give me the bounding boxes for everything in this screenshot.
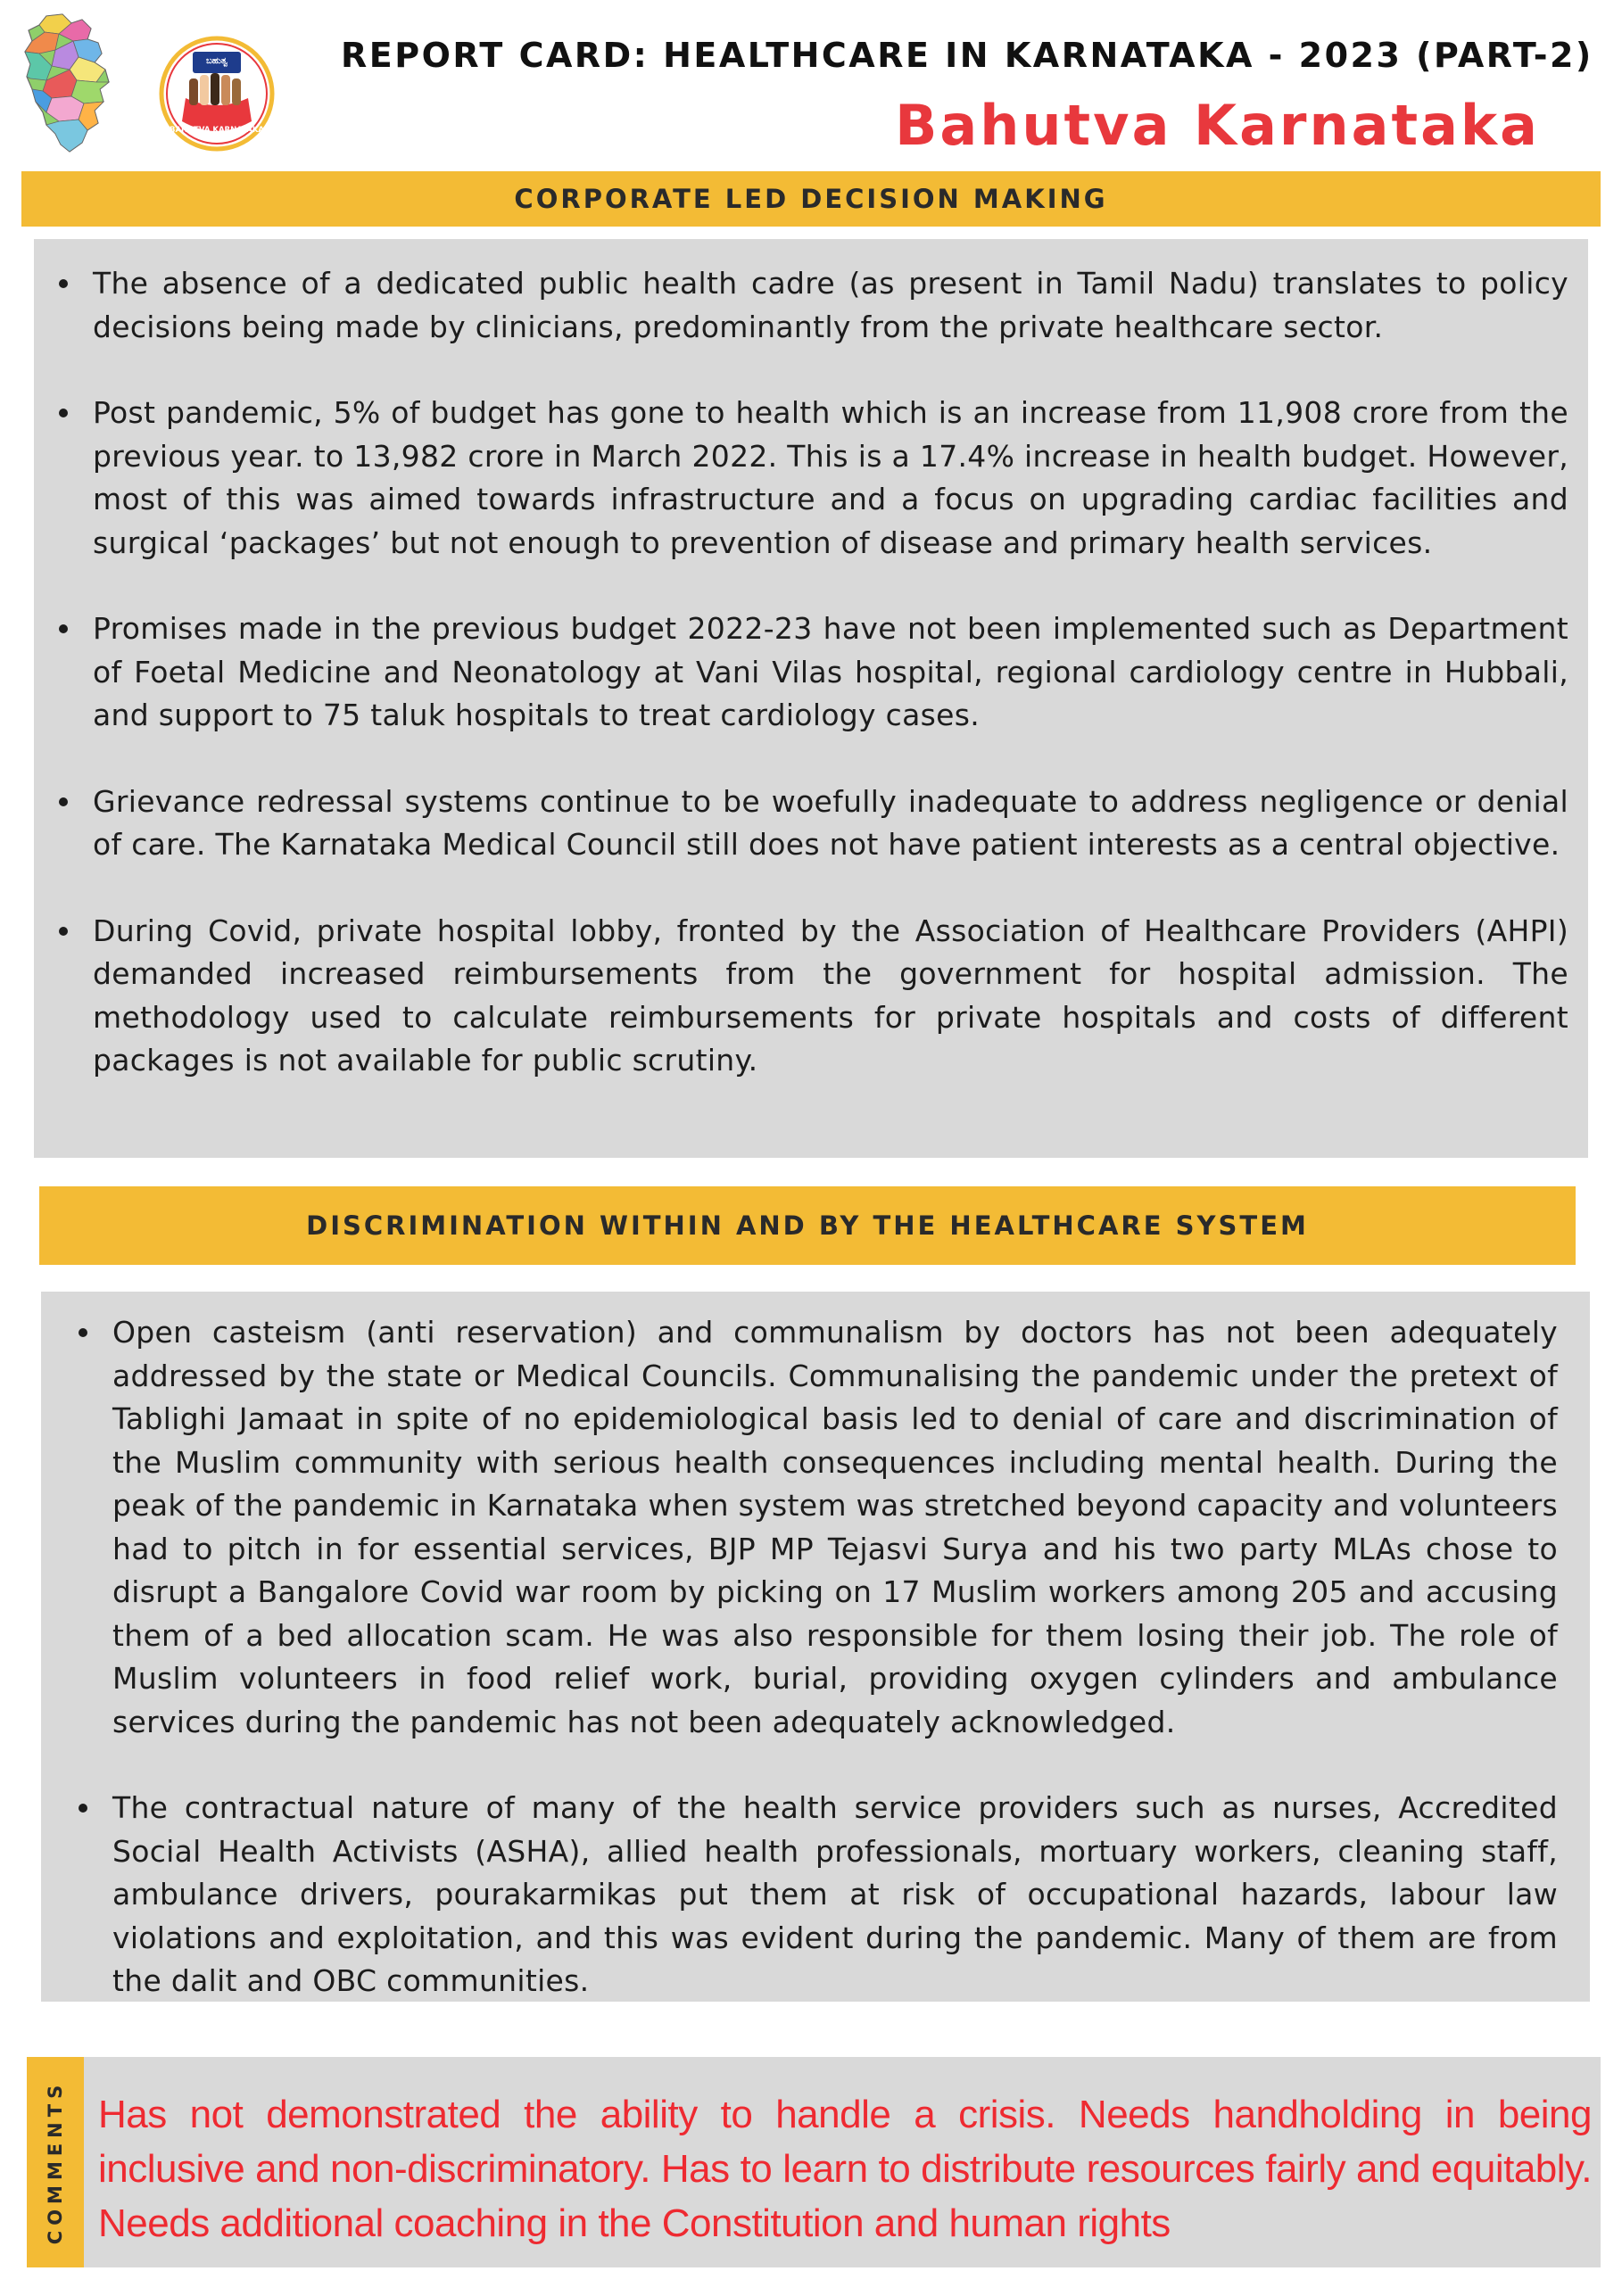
bullet-dot-icon: [59, 797, 68, 806]
report-title: REPORT CARD: HEALTHCARE IN KARNATAKA - 2023 (PART-2): [341, 36, 1593, 75]
section-panel-corporate: [34, 239, 1588, 1158]
list-item: Open casteism (anti reservation) and communalism by doctors has not been adequately addressed by the state or Medical Councils. Communalising the pandemic under the pretext of Tablighi Jamaat in spite of no epidemiological basis led to denial of care and discrimination of the Muslim community with serious health consequences including mental health. During the peak of the pandemic in Karnataka when system was stretched beyond capacity and volunteers had to pitch in for essential services, BJP MP Tejasvi Surya and his two party MLAs chose to disrupt a Bangalore Covid war room by picking on 17 Muslim workers among 205 and accusing them of a bed allocation scam. He was also responsible for them losing their job. The role of Muslim volunteers in food relief work, burial, providing oxygen cylinders and ambulance services during the pandemic has not been adequately acknowledged.: [112, 1311, 1558, 1744]
list-item: The absence of a dedicated public health cadre (as present in Tamil Nadu) translates to policy decisions being made by clinicians, predominantly from the private healthcare sector.: [93, 262, 1568, 349]
bullet-dot-icon: [59, 279, 68, 288]
list-item: Promises made in the previous budget 2022-23 have not been implemented such as Department of Foetal Medicine and Neonatology at Vani Vilas hospital, regional cardiology centre in Hubbali, and support to 75 taluk hospitals to treat cardiology cases.: [93, 607, 1568, 738]
list-item: Grievance redressal systems continue to be woefully inadequate to address negligence or denial of care. The Karnataka Medical Council still does not have patient interests as a central objective.: [93, 780, 1568, 867]
karnataka-map-icon: [20, 12, 120, 155]
bullet-dot-icon: [79, 1804, 87, 1813]
bullet-dot-icon: [59, 624, 68, 633]
comments-label: COMMENTS: [45, 2079, 66, 2245]
bahutva-karnataka-logo: [159, 36, 275, 152]
list-item: During Covid, private hospital lobby, fronted by the Association of Healthcare Providers (AHPI) demanded increased reimbursements from the government for hospital admission. The methodology used to calculate reimbursements for private hospitals and costs of different packages is not available for public scrutiny.: [93, 910, 1568, 1083]
comments-text: Has not demonstrated the ability to handle a crisis. Needs handholding in being inclusive and non-discriminatory. Has to learn to distribute resources fairly and equitably. Needs additional coaching in the Constitution and human rights: [98, 2093, 1592, 2245]
brand-name: Bahutva Karnataka: [895, 93, 1540, 158]
bullet-list: [112, 1311, 1558, 2003]
bullet-dot-icon: [59, 409, 68, 417]
bullet-dot-icon: [59, 927, 68, 936]
comments-bar: [27, 2057, 84, 2267]
list-item: The contractual nature of many of the health service providers such as nurses, Accredited Social Health Activists (ASHA), allied health professionals, mortuary workers, cleaning staff, ambulance drivers, pourakarmikas put them at risk of occupational hazards, labour law violations and exploitation, and this was evident during the pandemic. Many of them are from the dalit and OBC communities.: [112, 1787, 1558, 2003]
comments-box: [84, 2057, 1601, 2267]
svg-text:BAHUTVA KARNATAKA: BAHUTVA KARNATAKA: [169, 126, 265, 135]
section-header-discrimination: DISCRIMINATION WITHIN AND BY THE HEALTHCARE SYSTEM: [39, 1186, 1576, 1265]
section-panel-discrimination: [41, 1292, 1590, 2002]
bullet-list: [93, 262, 1568, 1083]
list-item: Post pandemic, 5% of budget has gone to health which is an increase from 11,908 crore from the previous year. to 13,982 crore in March 2022. This is a 17.4% increase in health budget. However, most of this was aimed towards infrastructure and a focus on upgrading cardiac facilities and surgical ‘packages’ but not enough to prevention of disease and primary health services.: [93, 392, 1568, 565]
bullet-dot-icon: [79, 1328, 87, 1337]
section-header-corporate: CORPORATE LED DECISION MAKING: [21, 171, 1601, 227]
svg-text:ಬಹುತ್ವ: ಬಹುತ್ವ: [206, 56, 228, 66]
